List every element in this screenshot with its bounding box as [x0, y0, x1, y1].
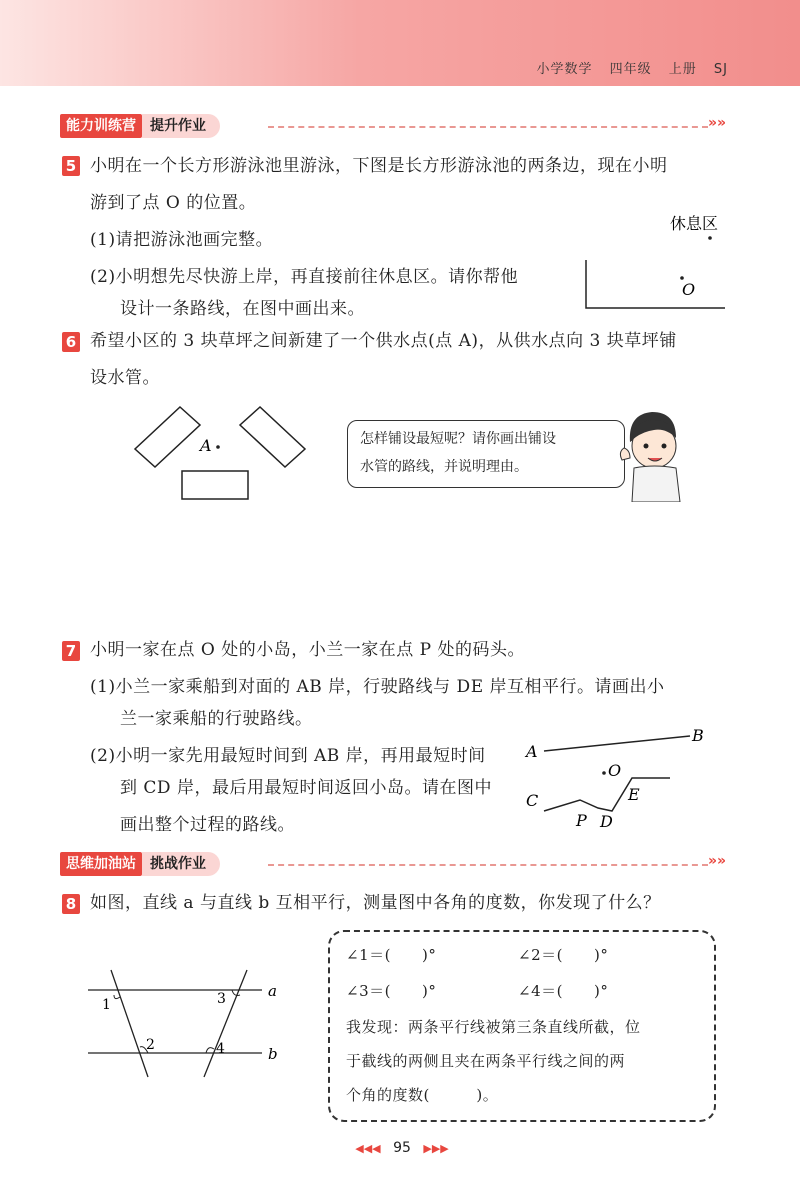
section-tag: 能力训练营 [60, 114, 142, 138]
q5-line1: 小明在一个长方形游泳池里游泳，下图是长方形游泳池的两条边，现在小明 [90, 156, 668, 176]
lawn-left [135, 407, 200, 467]
q7-sub2c: 画出整个过程的路线。 [120, 815, 295, 835]
q7-sub2a: (2)小明一家先用最短时间到 AB 岸，再用最短时间 [90, 746, 486, 766]
pool-edges [586, 260, 725, 308]
label-b: B [692, 726, 704, 745]
q7-sub1b: 兰一家乘船的行驶路线。 [120, 709, 313, 729]
angle-4-label: 4 [216, 1041, 225, 1057]
label-d: D [600, 812, 613, 831]
question-number: 5 [62, 156, 80, 176]
q6-line1: 希望小区的 3 块草坪之间新建了一个供水点(点 A)，从供水点向 3 块草坪铺 [90, 331, 677, 351]
section-subtag: 提升作业 [142, 114, 220, 138]
shore-cde [544, 778, 670, 811]
question-number: 8 [62, 894, 80, 914]
transversal-left [111, 970, 148, 1077]
bubble-line2: 水管的路线，并说明理由。 [360, 459, 528, 475]
point-o-label: O [682, 280, 696, 299]
q5-sub2a: (2)小明想先尽快游上岸，再直接前往休息区。请你帮他 [90, 267, 519, 287]
angle-3-blank[interactable]: ∠3＝( )° [346, 982, 437, 1000]
q5-sub1: (1)请把游泳池画完整。 [90, 230, 274, 250]
section-tag: 思维加油站 [60, 852, 142, 876]
q5-line2: 游到了点 O 的位置。 [90, 193, 257, 213]
line-b-label: b [268, 1045, 278, 1063]
q5-sub2b: 设计一条路线，在图中画出来。 [120, 299, 365, 319]
question-number: 7 [62, 641, 80, 661]
label-e: E [628, 785, 640, 804]
lawns-figure [120, 395, 320, 505]
angle-3-label: 3 [217, 991, 226, 1007]
chevron-icon: »» [708, 115, 727, 131]
point-o [602, 771, 606, 775]
finding-line2: 于截线的两侧且夹在两条平行线之间的两 [346, 1052, 626, 1070]
rest-area-point [708, 236, 712, 240]
label-c: C [526, 791, 539, 810]
q8-line1: 如图，直线 a 与直线 b 互相平行，测量图中各角的度数，你发现了什么？ [90, 893, 661, 913]
header-grade: 四年级 [609, 62, 652, 77]
lawn-bottom [182, 471, 248, 499]
finding-line1: 我发现：两条平行线被第三条直线所截，位 [346, 1018, 641, 1036]
question-number: 6 [62, 332, 80, 352]
page-footer [342, 1140, 462, 1156]
section-subtag: 挑战作业 [142, 852, 220, 876]
lawn-right [240, 407, 305, 467]
chevron-icon: »» [708, 853, 727, 869]
label-p: P [576, 811, 587, 830]
finding-line3[interactable]: 个角的度数( )。 [346, 1086, 499, 1104]
angle-1-blank[interactable]: ∠1＝( )° [346, 946, 437, 964]
left-arrows-icon: ◀◀◀ [355, 1142, 381, 1155]
section-divider [268, 864, 708, 866]
header-info [524, 58, 728, 77]
q7-sub2b: 到 CD 岸，最后用最短时间返回小岛。请在图中 [120, 778, 492, 798]
section-header-ability [60, 114, 220, 138]
shore-ab [544, 736, 690, 751]
q7-line1: 小明一家在点 O 处的小岛，小兰一家在点 P 处的码头。 [90, 640, 525, 660]
river-figure [520, 725, 720, 833]
label-o: O [608, 761, 622, 780]
angle-1-label: 1 [102, 997, 111, 1013]
parallel-lines-figure [84, 965, 294, 1085]
angle-2-blank[interactable]: ∠2＝( )° [518, 946, 609, 964]
section-header-challenge [60, 852, 220, 876]
transversal-right [204, 970, 247, 1077]
section-divider [268, 126, 708, 128]
q7-sub1a: (1)小兰一家乘船到对面的 AB 岸，行驶路线与 DE 岸互相平行。请画出小 [90, 677, 665, 697]
bubble-line1: 怎样铺设最短呢？请你画出铺设 [360, 431, 556, 447]
angle-2-label: 2 [146, 1037, 155, 1053]
right-arrows-icon: ▶▶▶ [423, 1142, 449, 1155]
header-subject: 小学数学 [536, 62, 593, 77]
point-a [216, 445, 220, 449]
boy-avatar [610, 402, 690, 502]
rest-area-label: 休息区 [670, 214, 719, 233]
label-a: A [526, 742, 538, 761]
header-edition: SJ [713, 62, 728, 77]
speech-bubble [347, 420, 625, 488]
pool-figure [570, 205, 740, 325]
line-a-label: a [268, 982, 277, 1000]
q6-line2: 设水管。 [90, 368, 160, 388]
header-volume: 上册 [668, 62, 697, 77]
angle-4-blank[interactable]: ∠4＝( )° [518, 982, 609, 1000]
page-number: 95 [393, 1140, 411, 1156]
point-a-label: A [200, 436, 212, 455]
